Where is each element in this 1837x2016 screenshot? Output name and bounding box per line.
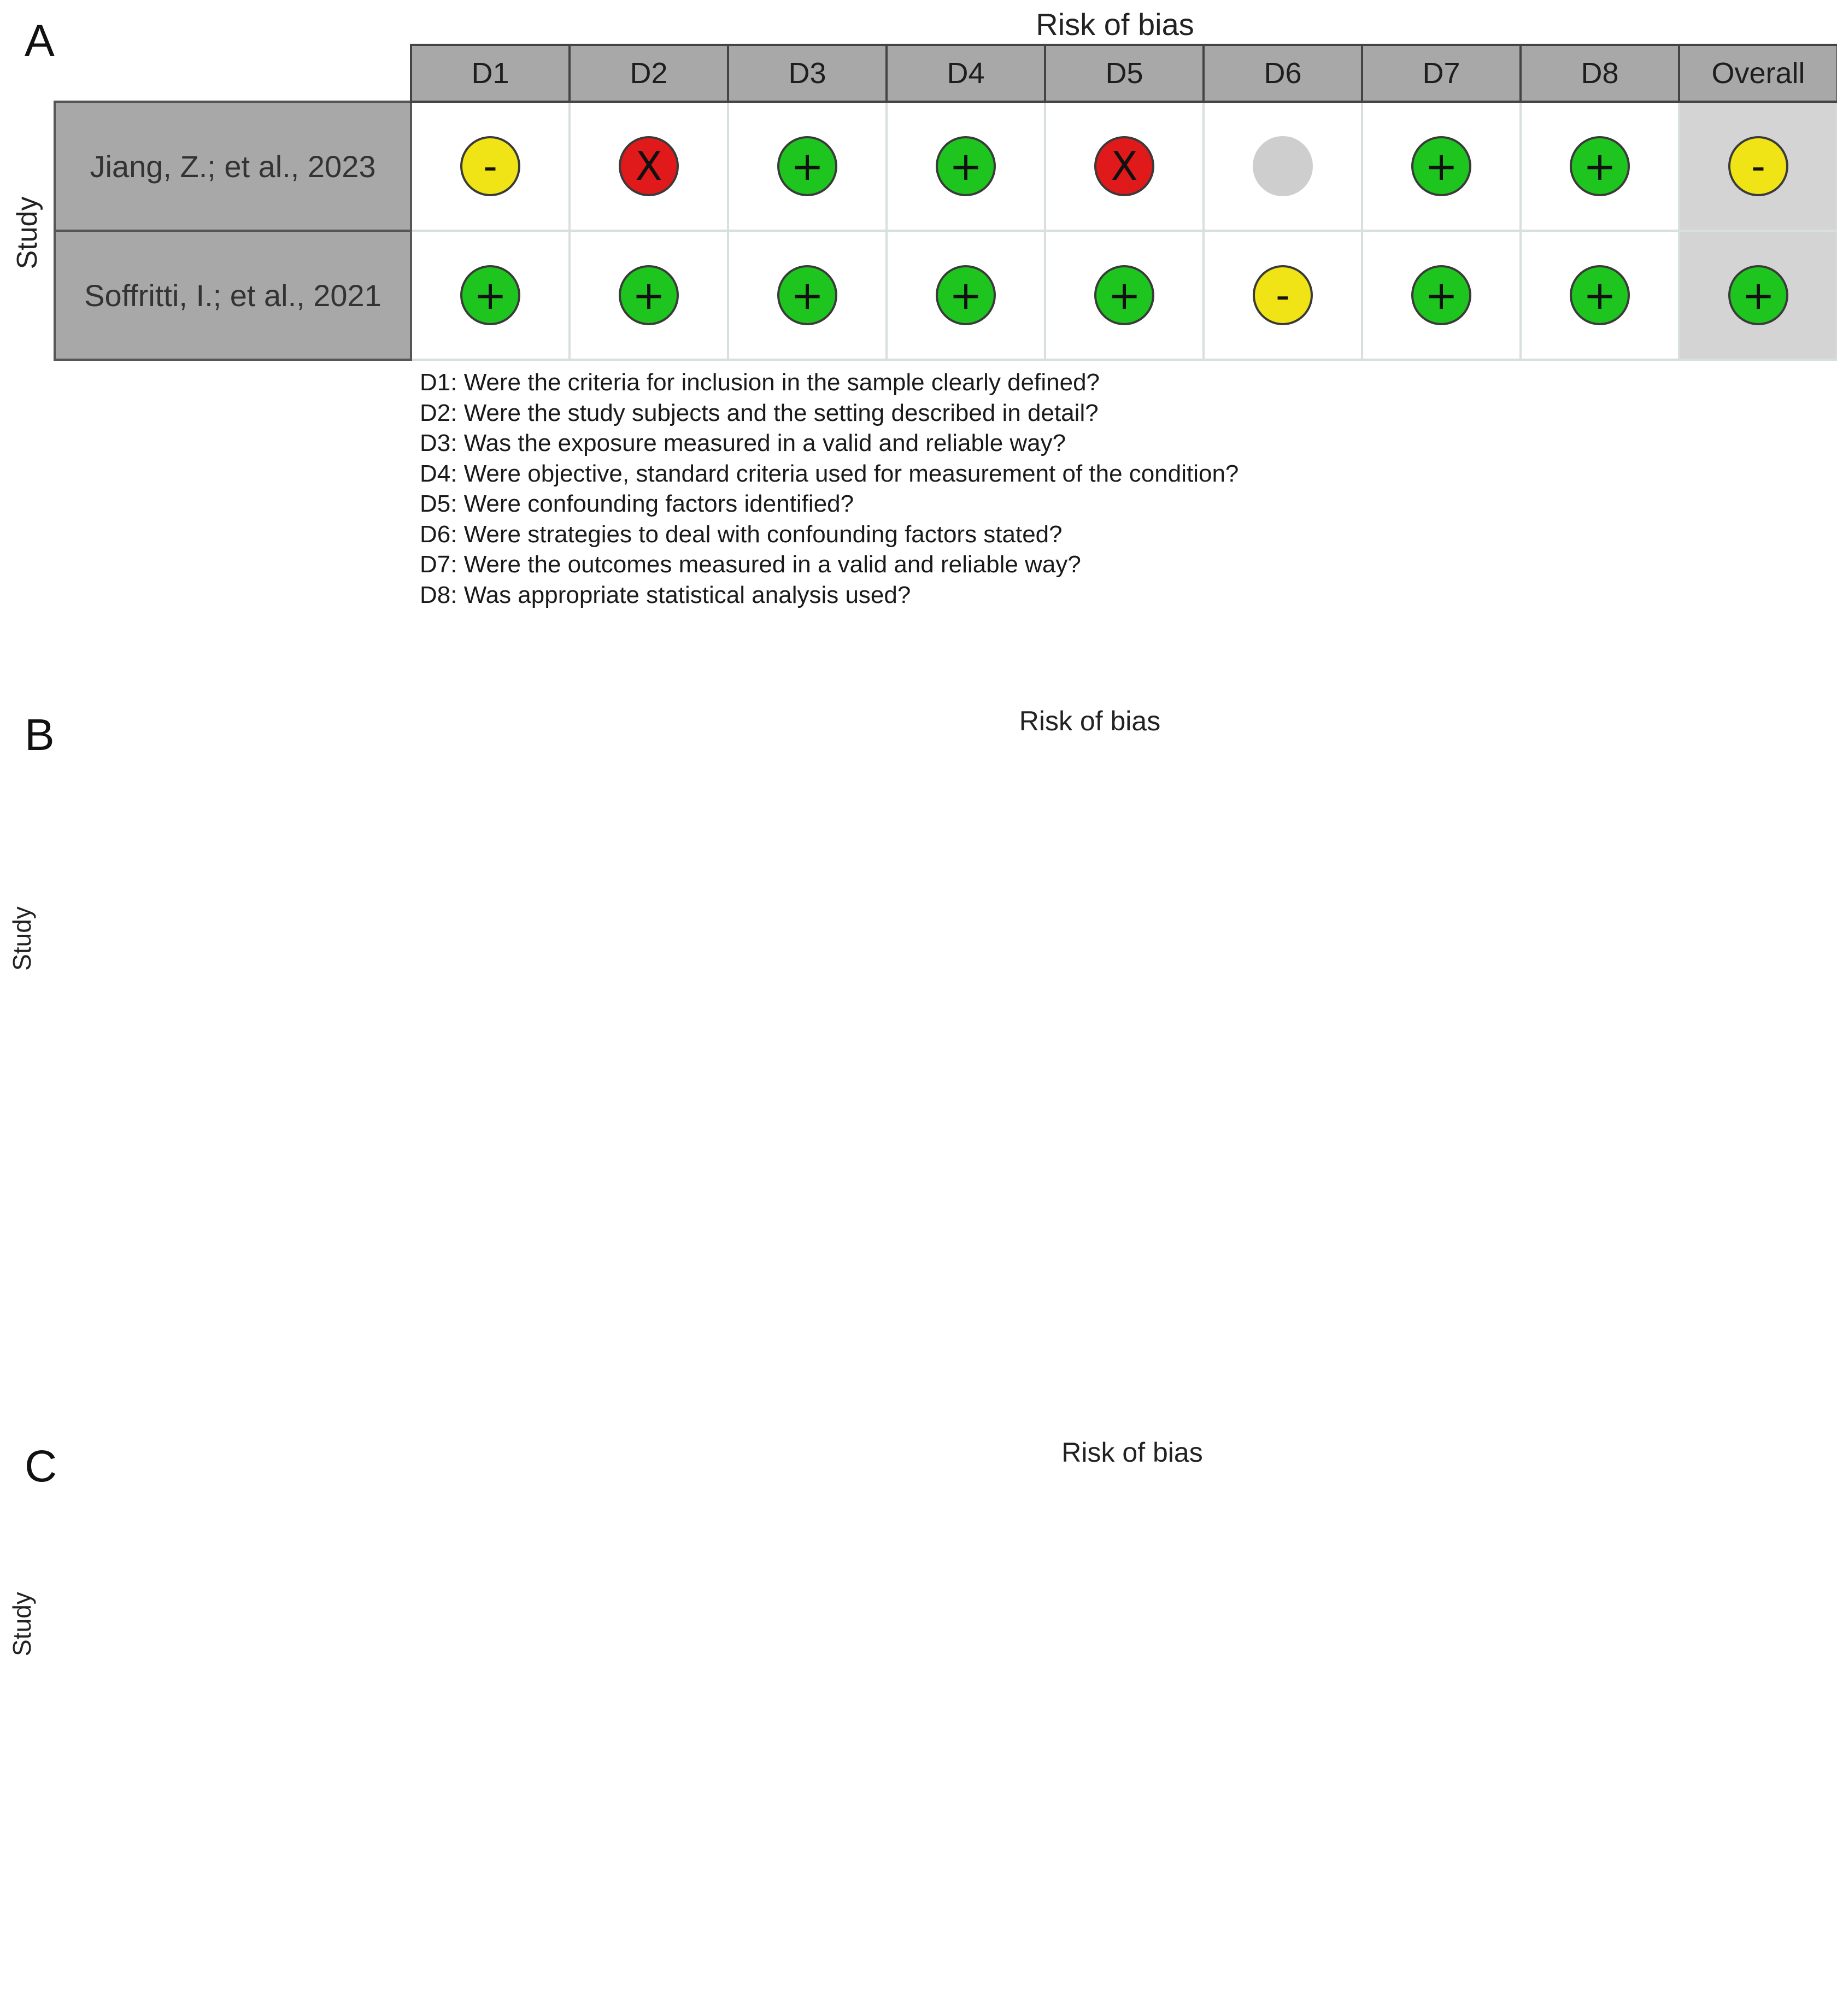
panel-b-title: Risk of bias [1019,706,1161,736]
panel-a-col-header-d1: D1 [411,45,570,102]
panel-a-cell-d5 [1045,102,1204,231]
panel-a-judgement-dot-low: + [1411,136,1471,196]
panel-a-col-header-overall: Overall [1679,45,1837,102]
panel-a-col-header-d4: D4 [887,45,1045,102]
panel-a-judgement-dot-low: + [936,136,996,196]
panel-c-title: Risk of bias [1061,1437,1203,1468]
panel-a-domain-description: D8: Was appropriate statistical analysis used? [420,581,911,608]
panel-a-header-row [55,45,1837,102]
panel-a-cell-d8 [1521,231,1679,360]
panel-a-col-header-d6: D6 [1204,45,1362,102]
panel-a-cell-d5 [1045,231,1204,360]
panel-a-grid [54,44,1837,361]
panel-a-header-spacer [55,45,411,102]
panel-a-cell-d2 [570,231,728,360]
panel-a-cell-d1 [411,231,570,360]
panel-a-domain-description: D7: Were the outcomes measured in a valid and reliable way? [420,551,1081,578]
panel-a-judgement-dot-unclear: - [460,136,520,196]
panel-a-judgement-dot-unclear: - [1253,265,1313,325]
panel-a-cell-d4 [887,102,1045,231]
panel-c-letter: C [25,1441,57,1491]
panel-a-judgement-dot-low: + [1570,265,1630,325]
panel-a-table-row [55,102,1837,231]
panel-a-cell-d2 [570,102,728,231]
panel-a-cell-d3 [728,231,887,360]
panel-a-study-axis-label: Study [11,196,43,269]
panel-a-judgement-dot-high: X [619,136,679,196]
panel-a-study-label: Jiang, Z.; et al., 2023 [55,102,411,231]
panel-a-table-row [55,231,1837,360]
panel-a-domain-description: D4: Were objective, standard criteria used for measurement of the condition? [420,460,1239,487]
panel-a-col-header-d5: D5 [1045,45,1204,102]
panel-a-domain-description: D2: Were the study subjects and the setting described in detail? [420,399,1099,426]
panel-a-domain-description: D6: Were strategies to deal with confounding factors stated? [420,520,1063,548]
panel-a-cell-d7 [1362,231,1521,360]
panel-a-col-header-d2: D2 [570,45,728,102]
panel-a-letter: A [25,16,55,66]
panel-a-judgement-dot-high: X [1094,136,1154,196]
panel-a-col-header-d8: D8 [1521,45,1679,102]
panel-a-judgement-dot-low: + [1094,265,1154,325]
panel-a-col-header-d3: D3 [728,45,887,102]
panel-a-domain-descriptions [420,367,1239,610]
panel-a-col-header-d7: D7 [1362,45,1521,102]
panel-a-judgement-dot-low: + [619,265,679,325]
panel-a-cell-d6 [1204,231,1362,360]
panel-a-cell-overall [1679,102,1837,231]
panel-a-domain-description: D5: Were confounding factors identified? [420,490,854,517]
panel-a-domain-description: D3: Was the exposure measured in a valid and reliable way? [420,430,1066,456]
panel-a-cell-d4 [887,231,1045,360]
panel-b-letter: B [25,710,55,760]
panel-b-study-axis-label: Study [8,906,36,971]
panel-a-study-label: Soffritti, I.; et al., 2021 [55,231,411,360]
panel-a-judgement-dot-low: + [1411,265,1471,325]
panel-a-judgement-dot-not-applicable [1253,136,1313,196]
panel-a-domain-description: D1: Were the criteria for inclusion in the sample clearly defined? [420,369,1100,396]
panel-a-cell-d1 [411,102,570,231]
panel-a-judgement-dot-low: + [460,265,520,325]
panel-a-judgement-dot-unclear: - [1728,136,1788,196]
panel-a-cell-d3 [728,102,887,231]
panel-a-judgement-dot-low: + [777,265,837,325]
panel-a-cell-overall [1679,231,1837,360]
panel-a-judgement-dot-low: + [936,265,996,325]
panel-a-judgement-dot-low: + [777,136,837,196]
panel-c-study-axis-label: Study [8,1592,36,1656]
panel-a-cell-d7 [1362,102,1521,231]
panel-a-judgement-dot-low: + [1570,136,1630,196]
panel-a-cell-d8 [1521,102,1679,231]
panel-a-judgement-dot-low: + [1728,265,1788,325]
panel-a-cell-d6 [1204,102,1362,231]
panel-a-title: Risk of bias [1036,7,1194,42]
